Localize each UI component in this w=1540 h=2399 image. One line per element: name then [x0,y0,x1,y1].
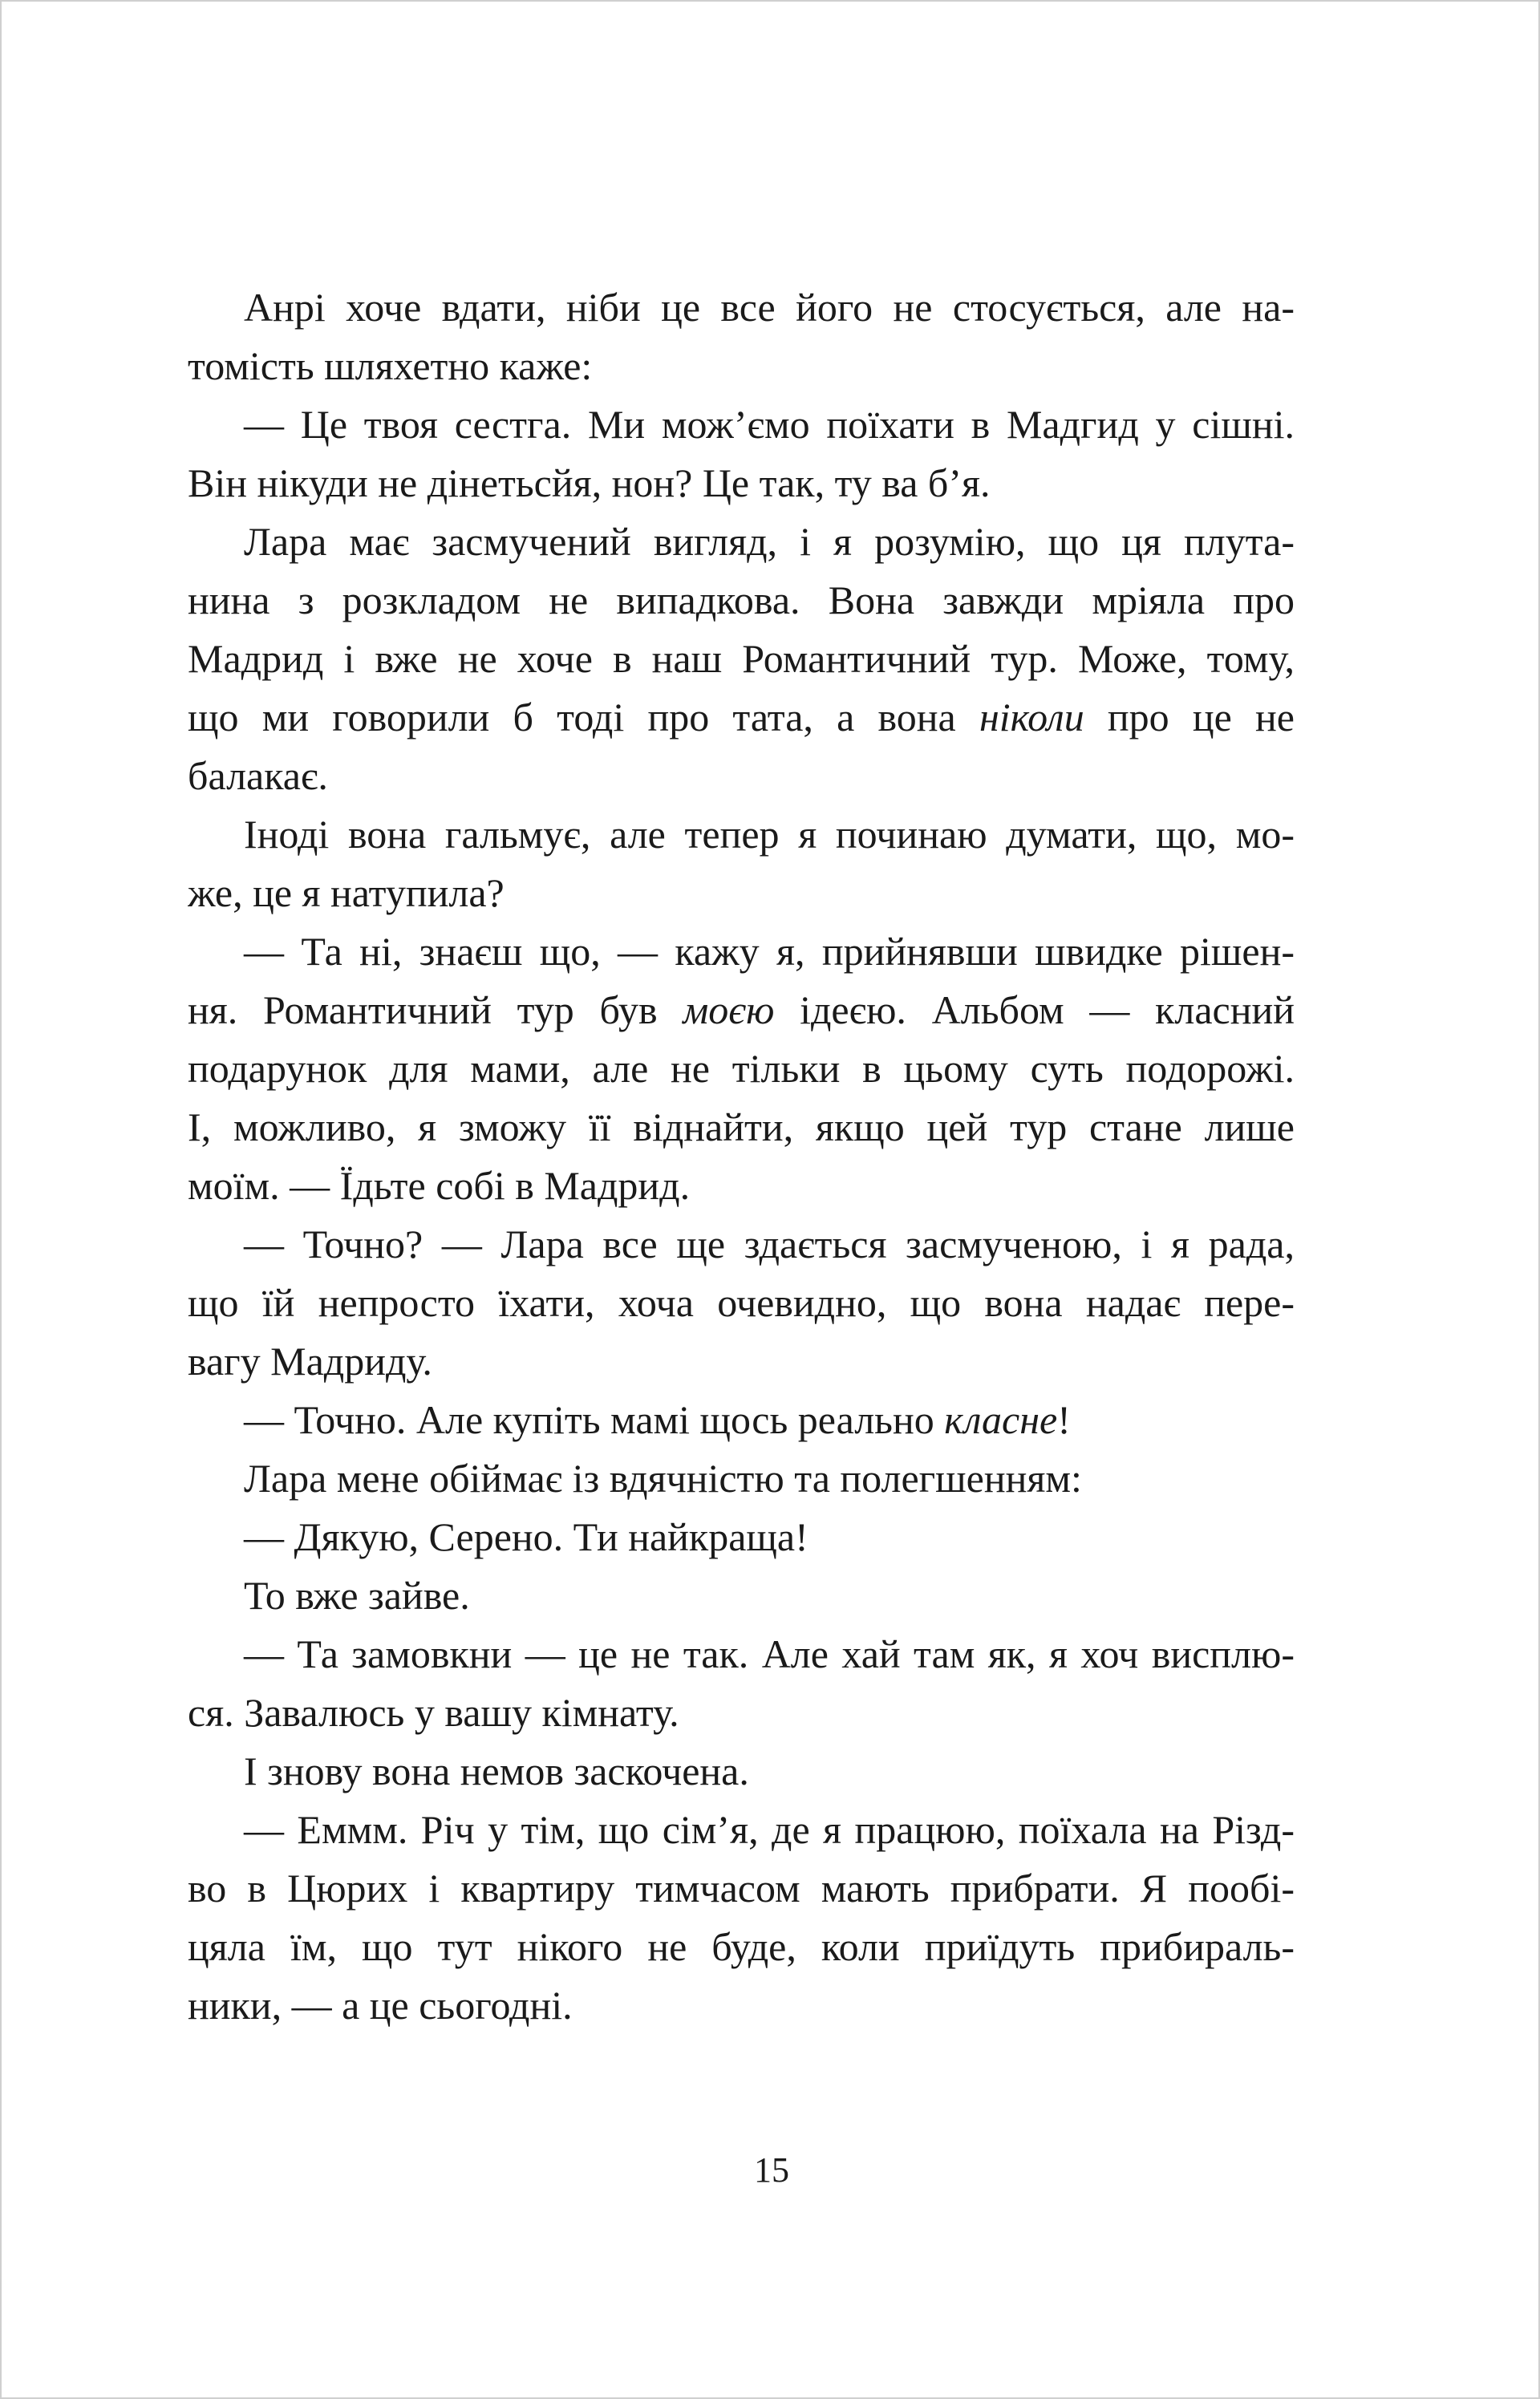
text-line: — Та ні, знаєш що, — кажу я, прийнявши швидке рішен- [244,929,1295,974]
text-line: Він нікуди не дінетьсйя, нон? Це так, ту ва б’я. [188,460,991,505]
text-line: — Та замовкни — це не так. Але хай там як, я хоч висплю- [244,1631,1295,1676]
text-line: во в Цюрих і квартиру тимчасом мають прибрати. Я пообі- [188,1866,1295,1911]
text-line: ники, — а це сьогодні. [188,1983,573,2028]
text-line: томість шляхетно каже: [188,343,593,388]
text-line: — Точно? — Лара все ще здається засмученою, і я рада, [244,1222,1295,1266]
italic-word: моєю [683,987,775,1032]
text-line: Лара має засмучений вигляд, і я розумію, що ця плута- [244,519,1295,564]
italic-word: класне [944,1397,1058,1442]
text-line: І, можливо, я зможу її віднайти, якщо цей тур стане лише [188,1104,1295,1149]
text-line: То вже зайве. [244,1573,470,1618]
text-line: цяла їм, що тут нікого не буде, коли приїдуть прибираль- [188,1924,1295,1969]
text-line: Лара мене обіймає із вдячністю та полегшенням: [244,1456,1082,1501]
text-line: моїм. — Їдьте собі в Мадрид. [188,1163,691,1208]
text-line: — Це твоя сестга. Ми мож’ємо поїхати в Мадгид у сішні. [244,402,1295,447]
text-line: нина з розкладом не випадкова. Вона завжди мріяла про [188,577,1295,622]
text-line: Мадрид і вже не хоче в наш Романтичний тур. Може, тому, [188,636,1295,681]
text-line: вагу Мадриду. [188,1339,432,1384]
text-line: І знову вона немов заскочена. [244,1749,749,1793]
body-text [188,278,1295,2035]
text-line: — Точно. Але купіть мамі щось реально класне! [244,1397,1071,1442]
text-line: — Еммм. Річ у тім, що сім’я, де я працюю, поїхала на Різд- [244,1807,1295,1852]
text-line: подарунок для мами, але не тільки в цьому суть подорожі. [188,1046,1295,1091]
text-line: ся. Завалюсь у вашу кімнату. [188,1690,679,1735]
text-line: — Дякую, Серено. Ти найкраща! [244,1514,808,1559]
text-line: що їй непросто їхати, хоча очевидно, що вона надає пере- [188,1280,1295,1325]
text-line: балакає. [188,753,328,798]
text-line: же, це я натупила? [188,870,505,915]
page-number: 15 [754,2150,789,2190]
italic-word: ніколи [979,695,1084,740]
text-line: Іноді вона гальмує, але тепер я починаю думати, що, мо- [244,812,1295,857]
text-line: Анрі хоче вдати, ніби це все його не стосується, але на- [244,285,1295,330]
text-line: ня. Романтичний тур був моєю ідеєю. Альбом — класний [188,987,1295,1032]
text-line: що ми говорили б тоді про тата, а вона ніколи про це не [188,695,1295,740]
